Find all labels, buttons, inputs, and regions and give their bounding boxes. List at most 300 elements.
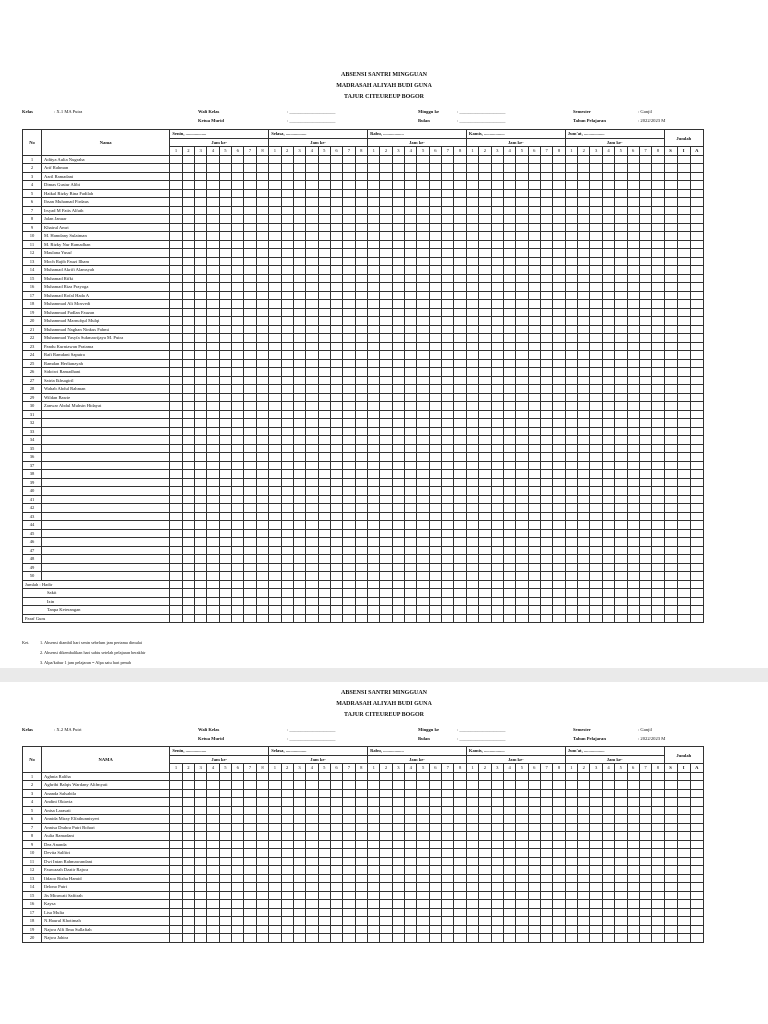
attendance-cell[interactable] bbox=[578, 823, 590, 832]
attendance-cell[interactable] bbox=[256, 934, 268, 943]
attendance-cell[interactable] bbox=[195, 461, 207, 470]
attendance-cell[interactable] bbox=[664, 934, 677, 943]
attendance-cell[interactable] bbox=[355, 529, 367, 538]
attendance-cell[interactable] bbox=[639, 206, 651, 215]
attendance-cell[interactable] bbox=[466, 487, 478, 496]
attendance-cell[interactable] bbox=[466, 832, 478, 841]
summary-cell[interactable] bbox=[454, 589, 466, 598]
attendance-cell[interactable] bbox=[429, 206, 441, 215]
summary-cell[interactable] bbox=[429, 589, 441, 598]
attendance-cell[interactable] bbox=[405, 798, 417, 807]
attendance-cell[interactable] bbox=[578, 512, 590, 521]
attendance-cell[interactable] bbox=[368, 806, 380, 815]
attendance-cell[interactable] bbox=[306, 538, 318, 547]
attendance-cell[interactable] bbox=[405, 257, 417, 266]
attendance-cell[interactable] bbox=[219, 563, 231, 572]
attendance-cell[interactable] bbox=[553, 512, 565, 521]
attendance-cell[interactable] bbox=[491, 815, 503, 824]
attendance-cell[interactable] bbox=[244, 453, 256, 462]
attendance-cell[interactable] bbox=[565, 832, 577, 841]
attendance-cell[interactable] bbox=[232, 266, 244, 275]
attendance-cell[interactable] bbox=[293, 521, 305, 530]
attendance-cell[interactable] bbox=[479, 206, 491, 215]
attendance-cell[interactable] bbox=[516, 164, 528, 173]
attendance-cell[interactable] bbox=[454, 189, 466, 198]
attendance-cell[interactable] bbox=[454, 206, 466, 215]
attendance-cell[interactable] bbox=[293, 317, 305, 326]
attendance-cell[interactable] bbox=[195, 891, 207, 900]
attendance-cell[interactable] bbox=[442, 529, 454, 538]
attendance-cell[interactable] bbox=[170, 934, 182, 943]
attendance-cell[interactable] bbox=[368, 891, 380, 900]
attendance-cell[interactable] bbox=[392, 925, 404, 934]
attendance-cell[interactable] bbox=[392, 325, 404, 334]
attendance-cell[interactable] bbox=[207, 529, 219, 538]
attendance-cell[interactable] bbox=[639, 223, 651, 232]
attendance-cell[interactable] bbox=[491, 772, 503, 781]
attendance-cell[interactable] bbox=[368, 436, 380, 445]
attendance-cell[interactable] bbox=[627, 393, 639, 402]
attendance-cell[interactable] bbox=[664, 240, 677, 249]
attendance-cell[interactable] bbox=[602, 781, 614, 790]
attendance-cell[interactable] bbox=[380, 189, 392, 198]
attendance-cell[interactable] bbox=[639, 925, 651, 934]
attendance-cell[interactable] bbox=[553, 376, 565, 385]
attendance-cell[interactable] bbox=[516, 840, 528, 849]
attendance-cell[interactable] bbox=[553, 487, 565, 496]
attendance-cell[interactable] bbox=[602, 223, 614, 232]
attendance-cell[interactable] bbox=[207, 376, 219, 385]
attendance-cell[interactable] bbox=[454, 925, 466, 934]
attendance-cell[interactable] bbox=[479, 815, 491, 824]
attendance-cell[interactable] bbox=[565, 334, 577, 343]
attendance-cell[interactable] bbox=[442, 402, 454, 411]
attendance-cell[interactable] bbox=[293, 563, 305, 572]
attendance-cell[interactable] bbox=[553, 849, 565, 858]
attendance-cell[interactable] bbox=[491, 291, 503, 300]
attendance-cell[interactable] bbox=[256, 419, 268, 428]
attendance-cell[interactable] bbox=[627, 798, 639, 807]
attendance-cell[interactable] bbox=[232, 823, 244, 832]
attendance-cell[interactable] bbox=[170, 478, 182, 487]
attendance-cell[interactable] bbox=[182, 874, 194, 883]
attendance-cell[interactable] bbox=[330, 436, 342, 445]
attendance-cell[interactable] bbox=[256, 453, 268, 462]
attendance-cell[interactable] bbox=[442, 283, 454, 292]
attendance-cell[interactable] bbox=[553, 240, 565, 249]
attendance-cell[interactable] bbox=[392, 521, 404, 530]
attendance-cell[interactable] bbox=[664, 206, 677, 215]
attendance-cell[interactable] bbox=[219, 300, 231, 309]
attendance-cell[interactable] bbox=[368, 427, 380, 436]
summary-cell[interactable] bbox=[664, 580, 677, 589]
attendance-cell[interactable] bbox=[306, 300, 318, 309]
attendance-cell[interactable] bbox=[442, 410, 454, 419]
attendance-cell[interactable] bbox=[195, 529, 207, 538]
summary-cell[interactable] bbox=[690, 589, 703, 598]
attendance-cell[interactable] bbox=[405, 866, 417, 875]
attendance-cell[interactable] bbox=[182, 257, 194, 266]
attendance-cell[interactable] bbox=[355, 410, 367, 419]
attendance-cell[interactable] bbox=[244, 478, 256, 487]
attendance-cell[interactable] bbox=[417, 317, 429, 326]
attendance-cell[interactable] bbox=[491, 342, 503, 351]
attendance-cell[interactable] bbox=[627, 300, 639, 309]
attendance-cell[interactable] bbox=[479, 798, 491, 807]
attendance-cell[interactable] bbox=[664, 283, 677, 292]
attendance-cell[interactable] bbox=[639, 351, 651, 360]
attendance-cell[interactable] bbox=[306, 866, 318, 875]
attendance-cell[interactable] bbox=[330, 555, 342, 564]
attendance-cell[interactable] bbox=[195, 832, 207, 841]
attendance-cell[interactable] bbox=[690, 232, 703, 241]
attendance-cell[interactable] bbox=[664, 572, 677, 581]
attendance-cell[interactable] bbox=[652, 917, 664, 926]
attendance-cell[interactable] bbox=[540, 240, 552, 249]
attendance-cell[interactable] bbox=[664, 891, 677, 900]
attendance-cell[interactable] bbox=[528, 368, 540, 377]
attendance-cell[interactable] bbox=[615, 368, 627, 377]
summary-cell[interactable] bbox=[343, 589, 355, 598]
attendance-cell[interactable] bbox=[232, 257, 244, 266]
attendance-cell[interactable] bbox=[417, 521, 429, 530]
attendance-cell[interactable] bbox=[602, 798, 614, 807]
paraf-cell[interactable] bbox=[232, 614, 244, 623]
attendance-cell[interactable] bbox=[466, 908, 478, 917]
attendance-cell[interactable] bbox=[429, 155, 441, 164]
attendance-cell[interactable] bbox=[503, 781, 515, 790]
attendance-cell[interactable] bbox=[219, 223, 231, 232]
attendance-cell[interactable] bbox=[207, 410, 219, 419]
attendance-cell[interactable] bbox=[281, 495, 293, 504]
attendance-cell[interactable] bbox=[491, 155, 503, 164]
attendance-cell[interactable] bbox=[219, 772, 231, 781]
attendance-cell[interactable] bbox=[639, 427, 651, 436]
attendance-cell[interactable] bbox=[578, 334, 590, 343]
attendance-cell[interactable] bbox=[553, 772, 565, 781]
attendance-cell[interactable] bbox=[429, 334, 441, 343]
attendance-cell[interactable] bbox=[429, 908, 441, 917]
attendance-cell[interactable] bbox=[417, 334, 429, 343]
attendance-cell[interactable] bbox=[306, 470, 318, 479]
attendance-cell[interactable] bbox=[368, 317, 380, 326]
attendance-cell[interactable] bbox=[392, 823, 404, 832]
attendance-cell[interactable] bbox=[417, 257, 429, 266]
paraf-cell[interactable] bbox=[454, 614, 466, 623]
attendance-cell[interactable] bbox=[293, 789, 305, 798]
attendance-cell[interactable] bbox=[503, 917, 515, 926]
attendance-cell[interactable] bbox=[466, 198, 478, 207]
attendance-cell[interactable] bbox=[306, 181, 318, 190]
attendance-cell[interactable] bbox=[590, 181, 602, 190]
attendance-cell[interactable] bbox=[318, 563, 330, 572]
attendance-cell[interactable] bbox=[491, 917, 503, 926]
attendance-cell[interactable] bbox=[343, 342, 355, 351]
attendance-cell[interactable] bbox=[565, 155, 577, 164]
attendance-cell[interactable] bbox=[639, 470, 651, 479]
attendance-cell[interactable] bbox=[578, 172, 590, 181]
attendance-cell[interactable] bbox=[170, 351, 182, 360]
attendance-cell[interactable] bbox=[405, 840, 417, 849]
attendance-cell[interactable] bbox=[578, 291, 590, 300]
attendance-cell[interactable] bbox=[578, 368, 590, 377]
attendance-cell[interactable] bbox=[170, 232, 182, 241]
attendance-cell[interactable] bbox=[627, 342, 639, 351]
attendance-cell[interactable] bbox=[219, 334, 231, 343]
attendance-cell[interactable] bbox=[269, 495, 281, 504]
attendance-cell[interactable] bbox=[454, 798, 466, 807]
attendance-cell[interactable] bbox=[318, 866, 330, 875]
attendance-cell[interactable] bbox=[256, 495, 268, 504]
attendance-cell[interactable] bbox=[195, 206, 207, 215]
attendance-cell[interactable] bbox=[244, 925, 256, 934]
attendance-cell[interactable] bbox=[343, 934, 355, 943]
attendance-cell[interactable] bbox=[232, 849, 244, 858]
attendance-cell[interactable] bbox=[429, 342, 441, 351]
attendance-cell[interactable] bbox=[553, 495, 565, 504]
attendance-cell[interactable] bbox=[677, 427, 690, 436]
attendance-cell[interactable] bbox=[380, 529, 392, 538]
attendance-cell[interactable] bbox=[466, 563, 478, 572]
attendance-cell[interactable] bbox=[516, 461, 528, 470]
attendance-cell[interactable] bbox=[479, 772, 491, 781]
attendance-cell[interactable] bbox=[281, 206, 293, 215]
attendance-cell[interactable] bbox=[293, 840, 305, 849]
attendance-cell[interactable] bbox=[442, 444, 454, 453]
attendance-cell[interactable] bbox=[565, 789, 577, 798]
attendance-cell[interactable] bbox=[491, 857, 503, 866]
attendance-cell[interactable] bbox=[429, 325, 441, 334]
attendance-cell[interactable] bbox=[219, 832, 231, 841]
attendance-cell[interactable] bbox=[590, 461, 602, 470]
attendance-cell[interactable] bbox=[355, 436, 367, 445]
attendance-cell[interactable] bbox=[269, 908, 281, 917]
attendance-cell[interactable] bbox=[380, 402, 392, 411]
attendance-cell[interactable] bbox=[368, 376, 380, 385]
attendance-cell[interactable] bbox=[343, 291, 355, 300]
attendance-cell[interactable] bbox=[417, 823, 429, 832]
attendance-cell[interactable] bbox=[528, 308, 540, 317]
attendance-cell[interactable] bbox=[442, 470, 454, 479]
attendance-cell[interactable] bbox=[553, 840, 565, 849]
attendance-cell[interactable] bbox=[256, 291, 268, 300]
attendance-cell[interactable] bbox=[232, 368, 244, 377]
attendance-cell[interactable] bbox=[639, 317, 651, 326]
attendance-cell[interactable] bbox=[528, 538, 540, 547]
attendance-cell[interactable] bbox=[528, 334, 540, 343]
attendance-cell[interactable] bbox=[380, 198, 392, 207]
attendance-cell[interactable] bbox=[170, 546, 182, 555]
attendance-cell[interactable] bbox=[690, 283, 703, 292]
attendance-cell[interactable] bbox=[256, 538, 268, 547]
summary-cell[interactable] bbox=[306, 580, 318, 589]
attendance-cell[interactable] bbox=[405, 487, 417, 496]
attendance-cell[interactable] bbox=[615, 325, 627, 334]
attendance-cell[interactable] bbox=[207, 444, 219, 453]
summary-cell[interactable] bbox=[479, 580, 491, 589]
attendance-cell[interactable] bbox=[565, 274, 577, 283]
attendance-cell[interactable] bbox=[232, 164, 244, 173]
attendance-cell[interactable] bbox=[639, 402, 651, 411]
attendance-cell[interactable] bbox=[405, 419, 417, 428]
attendance-cell[interactable] bbox=[664, 512, 677, 521]
attendance-cell[interactable] bbox=[219, 453, 231, 462]
attendance-cell[interactable] bbox=[232, 402, 244, 411]
attendance-cell[interactable] bbox=[330, 781, 342, 790]
attendance-cell[interactable] bbox=[281, 215, 293, 224]
attendance-cell[interactable] bbox=[330, 840, 342, 849]
attendance-cell[interactable] bbox=[330, 274, 342, 283]
attendance-cell[interactable] bbox=[516, 798, 528, 807]
attendance-cell[interactable] bbox=[269, 240, 281, 249]
attendance-cell[interactable] bbox=[627, 470, 639, 479]
attendance-cell[interactable] bbox=[615, 351, 627, 360]
attendance-cell[interactable] bbox=[516, 874, 528, 883]
attendance-cell[interactable] bbox=[429, 393, 441, 402]
attendance-cell[interactable] bbox=[491, 798, 503, 807]
attendance-cell[interactable] bbox=[256, 521, 268, 530]
attendance-cell[interactable] bbox=[219, 798, 231, 807]
attendance-cell[interactable] bbox=[293, 155, 305, 164]
attendance-cell[interactable] bbox=[690, 857, 703, 866]
attendance-cell[interactable] bbox=[269, 900, 281, 909]
attendance-cell[interactable] bbox=[380, 487, 392, 496]
attendance-cell[interactable] bbox=[170, 823, 182, 832]
attendance-cell[interactable] bbox=[343, 512, 355, 521]
attendance-cell[interactable] bbox=[466, 291, 478, 300]
attendance-cell[interactable] bbox=[281, 385, 293, 394]
summary-cell[interactable] bbox=[380, 580, 392, 589]
attendance-cell[interactable] bbox=[429, 823, 441, 832]
paraf-cell[interactable] bbox=[281, 614, 293, 623]
attendance-cell[interactable] bbox=[330, 402, 342, 411]
attendance-cell[interactable] bbox=[503, 444, 515, 453]
attendance-cell[interactable] bbox=[429, 917, 441, 926]
attendance-cell[interactable] bbox=[553, 249, 565, 258]
attendance-cell[interactable] bbox=[516, 934, 528, 943]
attendance-cell[interactable] bbox=[380, 266, 392, 275]
attendance-cell[interactable] bbox=[503, 266, 515, 275]
attendance-cell[interactable] bbox=[405, 470, 417, 479]
attendance-cell[interactable] bbox=[392, 461, 404, 470]
attendance-cell[interactable] bbox=[590, 257, 602, 266]
attendance-cell[interactable] bbox=[244, 181, 256, 190]
attendance-cell[interactable] bbox=[690, 521, 703, 530]
summary-cell[interactable] bbox=[652, 589, 664, 598]
attendance-cell[interactable] bbox=[306, 155, 318, 164]
attendance-cell[interactable] bbox=[578, 832, 590, 841]
attendance-cell[interactable] bbox=[219, 917, 231, 926]
attendance-cell[interactable] bbox=[553, 925, 565, 934]
attendance-cell[interactable] bbox=[380, 436, 392, 445]
attendance-cell[interactable] bbox=[590, 410, 602, 419]
attendance-cell[interactable] bbox=[491, 874, 503, 883]
attendance-cell[interactable] bbox=[454, 789, 466, 798]
attendance-cell[interactable] bbox=[392, 155, 404, 164]
attendance-cell[interactable] bbox=[578, 900, 590, 909]
summary-cell[interactable] bbox=[293, 597, 305, 606]
attendance-cell[interactable] bbox=[306, 427, 318, 436]
attendance-cell[interactable] bbox=[639, 546, 651, 555]
attendance-cell[interactable] bbox=[256, 866, 268, 875]
attendance-cell[interactable] bbox=[677, 172, 690, 181]
attendance-cell[interactable] bbox=[182, 815, 194, 824]
attendance-cell[interactable] bbox=[540, 436, 552, 445]
attendance-cell[interactable] bbox=[256, 257, 268, 266]
attendance-cell[interactable] bbox=[170, 436, 182, 445]
attendance-cell[interactable] bbox=[244, 504, 256, 513]
attendance-cell[interactable] bbox=[528, 249, 540, 258]
attendance-cell[interactable] bbox=[281, 806, 293, 815]
attendance-cell[interactable] bbox=[182, 164, 194, 173]
attendance-cell[interactable] bbox=[590, 832, 602, 841]
attendance-cell[interactable] bbox=[182, 461, 194, 470]
attendance-cell[interactable] bbox=[690, 512, 703, 521]
attendance-cell[interactable] bbox=[479, 487, 491, 496]
attendance-cell[interactable] bbox=[417, 891, 429, 900]
attendance-cell[interactable] bbox=[306, 198, 318, 207]
attendance-cell[interactable] bbox=[380, 444, 392, 453]
attendance-cell[interactable] bbox=[293, 300, 305, 309]
attendance-cell[interactable] bbox=[479, 317, 491, 326]
attendance-cell[interactable] bbox=[454, 840, 466, 849]
attendance-cell[interactable] bbox=[540, 925, 552, 934]
attendance-cell[interactable] bbox=[392, 874, 404, 883]
attendance-cell[interactable] bbox=[690, 546, 703, 555]
attendance-cell[interactable] bbox=[615, 266, 627, 275]
attendance-cell[interactable] bbox=[318, 917, 330, 926]
attendance-cell[interactable] bbox=[429, 815, 441, 824]
attendance-cell[interactable] bbox=[677, 359, 690, 368]
attendance-cell[interactable] bbox=[590, 419, 602, 428]
attendance-cell[interactable] bbox=[615, 495, 627, 504]
attendance-cell[interactable] bbox=[639, 908, 651, 917]
attendance-cell[interactable] bbox=[318, 351, 330, 360]
summary-cell[interactable] bbox=[466, 606, 478, 615]
attendance-cell[interactable] bbox=[244, 385, 256, 394]
attendance-cell[interactable] bbox=[627, 891, 639, 900]
summary-cell[interactable] bbox=[442, 597, 454, 606]
attendance-cell[interactable] bbox=[690, 419, 703, 428]
attendance-cell[interactable] bbox=[318, 402, 330, 411]
attendance-cell[interactable] bbox=[170, 334, 182, 343]
attendance-cell[interactable] bbox=[244, 495, 256, 504]
attendance-cell[interactable] bbox=[170, 444, 182, 453]
paraf-cell[interactable] bbox=[442, 614, 454, 623]
attendance-cell[interactable] bbox=[429, 866, 441, 875]
attendance-cell[interactable] bbox=[207, 436, 219, 445]
attendance-cell[interactable] bbox=[652, 376, 664, 385]
attendance-cell[interactable] bbox=[664, 815, 677, 824]
attendance-cell[interactable] bbox=[355, 232, 367, 241]
attendance-cell[interactable] bbox=[491, 223, 503, 232]
attendance-cell[interactable] bbox=[602, 823, 614, 832]
attendance-cell[interactable] bbox=[232, 478, 244, 487]
attendance-cell[interactable] bbox=[306, 563, 318, 572]
attendance-cell[interactable] bbox=[652, 504, 664, 513]
attendance-cell[interactable] bbox=[330, 232, 342, 241]
paraf-cell[interactable] bbox=[195, 614, 207, 623]
attendance-cell[interactable] bbox=[565, 410, 577, 419]
attendance-cell[interactable] bbox=[232, 840, 244, 849]
attendance-cell[interactable] bbox=[293, 402, 305, 411]
attendance-cell[interactable] bbox=[454, 832, 466, 841]
attendance-cell[interactable] bbox=[207, 874, 219, 883]
attendance-cell[interactable] bbox=[429, 798, 441, 807]
attendance-cell[interactable] bbox=[565, 521, 577, 530]
attendance-cell[interactable] bbox=[318, 342, 330, 351]
summary-cell[interactable] bbox=[343, 606, 355, 615]
